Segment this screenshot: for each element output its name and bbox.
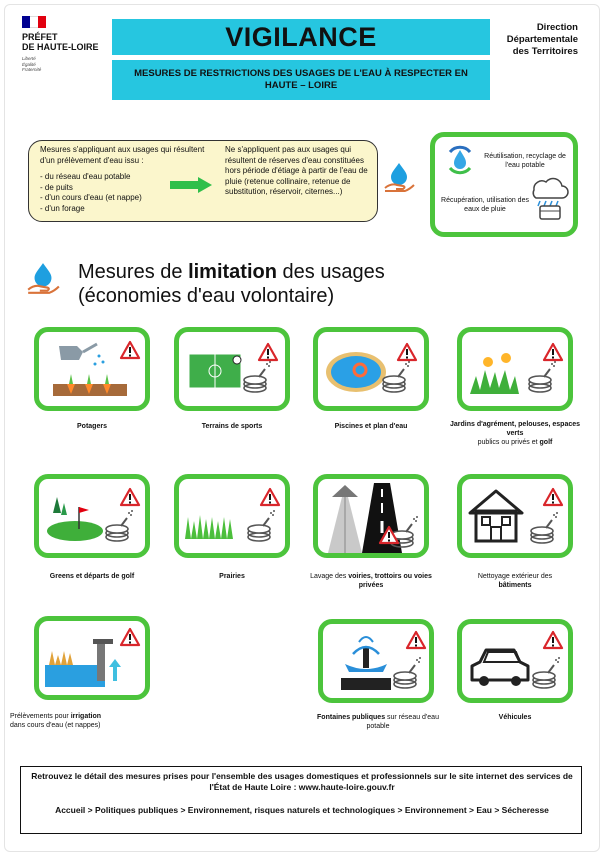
prefecture-name: PRÉFET DE HAUTE-LOIRE [22,32,99,52]
swimming-pool-icon [318,332,424,406]
usage-caption: Véhicules [498,714,532,721]
scope-item: - d'un forage [40,203,85,213]
scope-applies-heading: Mesures s'appliquant aux usages qui résultent d'un prélèvement d'eau issu : [40,145,205,165]
vegetable-garden-icon [39,332,145,406]
usage-card-meadow [174,474,290,558]
usage-card-garden [457,327,573,411]
scope-item: - de puits [40,182,73,192]
usage-caption: Fontaines publiques sur réseau d'eau potable [317,714,439,730]
usage-caption: Greens et départs de golf [49,573,135,580]
hand-water-drop-icon [25,260,61,296]
usage-card-irrigation [34,616,150,700]
usage-card-fountain [318,619,434,703]
footer-info: Retrouvez le détail des mesures prises pour l'ensemble des usages domestiques et professionnels sur le site internet des services de l'État de Haute Loire : www.haute-loire.gouv.fr [31,771,573,792]
garden-flowers-icon [462,332,568,406]
usage-card-road [313,474,429,558]
reuse-label: Réutilisation, recyclage de l'eau potable [484,153,566,169]
car-wash-icon [462,624,568,698]
fountain-icon [323,624,429,698]
house-cleaning-icon [462,479,568,553]
page-title: VIGILANCE [112,19,490,55]
usage-card-swimming-pool [313,327,429,411]
irrigation-icon [39,621,145,695]
rain-label: Récupération, utilisation des eaux de pluie [441,197,529,213]
meadow-icon [179,479,285,553]
usage-card-buildings [457,474,573,558]
sports-field-icon [179,332,285,406]
usage-card-golf [34,474,150,558]
usage-caption: Jardins d'agrément, pelouses, espaces verts publics ou privés et golf [449,421,581,446]
usage-caption: Piscines et plan d'eau [334,423,408,430]
usage-caption: Terrains de sports [201,423,263,430]
usage-caption: Prélèvements pour irrigation dans cours d'eau (et nappes) [10,713,102,729]
scope-item: - d'un cours d'eau (et nappe) [40,193,142,202]
hand-water-drop-icon [382,160,416,194]
usage-caption: Nettoyage extérieur des bâtiments [477,573,553,589]
road-washing-icon [318,479,424,553]
usage-caption: Prairies [219,573,245,580]
section-title: Mesures de limitation des usages (économies d'eau volontaire) [78,261,385,307]
recycling-drop-icon [442,142,478,178]
usage-caption: Potagers [77,423,107,430]
french-flag-icon [22,16,46,28]
usage-caption: Lavage des voiries, trottoirs ou voies privées [310,573,432,589]
usage-card-vegetable-garden [34,327,150,411]
usage-card-sports-field [174,327,290,411]
organisation-name: Direction Départementale des Territoires [506,22,578,57]
page-subtitle: MESURES DE RESTRICTIONS DES USAGES DE L'EAU À RESPECTER EN HAUTE – LOIRE [112,60,490,100]
republic-motto: Liberté Égalité Fraternité [22,56,42,72]
scope-item: - du réseau d'eau potable [40,172,131,181]
scope-not-applies: Ne s'appliquent pas aux usages qui résultent de réserves d'eau constituées hors période d'étiage à partir de l'eau de pluie (retenue collinaire, retenue de substitution, réservoir, citernes...) [225,145,368,196]
usage-card-vehicles [457,619,573,703]
footer-breadcrumb: Accueil > Politiques publiques > Environnement, risques naturels et technologiques > Environnement > Eau > Sécheresse [55,805,549,815]
rain-cistern-icon [524,176,570,220]
right-arrow-icon [170,177,212,193]
golf-green-icon [39,479,145,553]
